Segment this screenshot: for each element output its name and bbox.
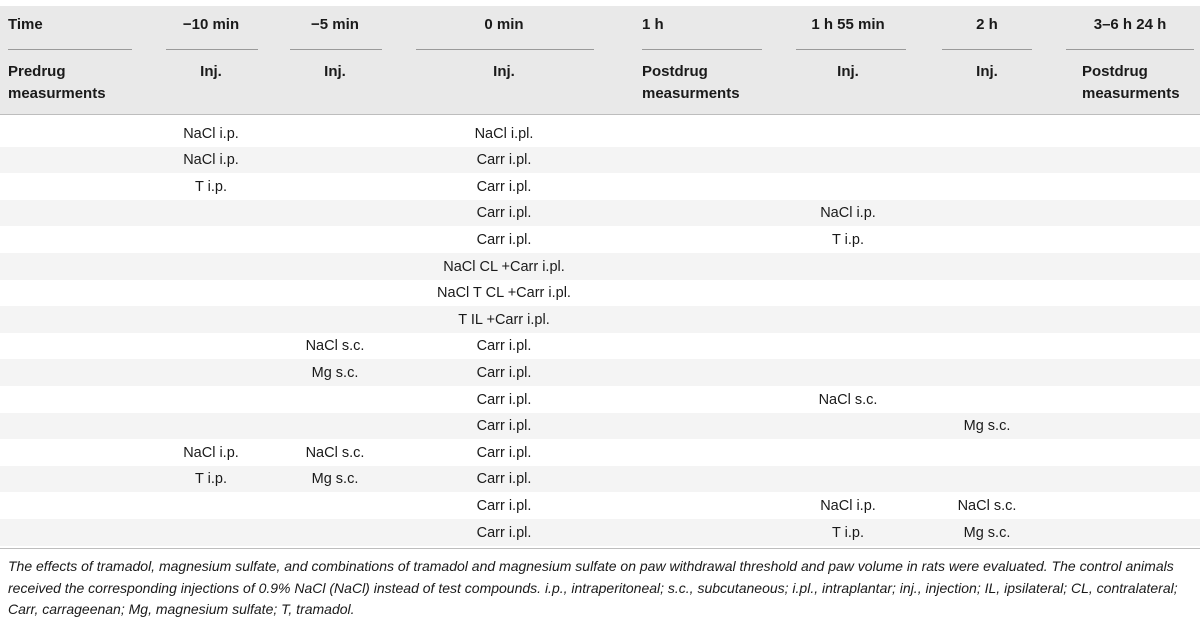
table-row bbox=[0, 173, 1200, 200]
cell-0-min: Carr i.pl. bbox=[476, 444, 532, 461]
cell-0-min: T IL +Carr i.pl. bbox=[458, 311, 550, 328]
subheader-postdrug-1h: Postdrug bbox=[642, 63, 708, 80]
header-rule-3-6-h bbox=[1066, 49, 1194, 50]
table-row bbox=[0, 519, 1200, 546]
table-footnote: The effects of tramadol, magnesium sulfate, and combinations of tramadol and magnesium sulfate on paw withdrawal threshold and paw volume in rats were evaluated. The control animals received the corresponding injections of 0.9% NaCl (NaCl) instead of test compounds. i.p., intraperitoneal; s.c., subcutaneous; i.pl., intraplantar; inj., injection; IL, ipsilateral; CL, contralateral; Carr, carrageenan; Mg, magnesium sulfate; T, tramadol. bbox=[8, 558, 1178, 617]
cell-0-min: Carr i.pl. bbox=[476, 152, 532, 169]
subheader-postdrug-late: Postdrug bbox=[1082, 63, 1148, 80]
subheader-inj-1-h-55: Inj. bbox=[837, 63, 859, 80]
cell-minus-10-min: NaCl i.p. bbox=[183, 444, 239, 461]
cell-1-h-55-min: T i.p. bbox=[832, 231, 864, 248]
table-row bbox=[0, 200, 1200, 227]
header-time: Time bbox=[8, 16, 43, 33]
cell-0-min: Carr i.pl. bbox=[476, 178, 532, 195]
header-1-h: 1 h bbox=[642, 16, 664, 33]
cell-0-min: NaCl T CL +Carr i.pl. bbox=[437, 285, 571, 302]
table-row bbox=[0, 253, 1200, 280]
cell-1-h-55-min: NaCl i.p. bbox=[820, 497, 876, 514]
table-header-band bbox=[0, 6, 1200, 114]
subheader-inj-minus-5: Inj. bbox=[324, 63, 346, 80]
table-row bbox=[0, 120, 1200, 147]
table-row bbox=[0, 147, 1200, 174]
header-minus-10-min: −10 min bbox=[182, 16, 240, 33]
cell-0-min: Carr i.pl. bbox=[476, 391, 532, 408]
table-row bbox=[0, 386, 1200, 413]
table-row bbox=[0, 439, 1200, 466]
header-minus-5-min: −5 min bbox=[311, 16, 359, 33]
subheader-inj-0-min: Inj. bbox=[493, 63, 515, 80]
table-row bbox=[0, 466, 1200, 493]
header-0-min: 0 min bbox=[484, 16, 524, 33]
subheader-inj-minus-10: Inj. bbox=[200, 63, 222, 80]
header-rule-minus-5 bbox=[290, 49, 382, 50]
subheader-predrug-line2: measurments bbox=[8, 85, 106, 102]
header-rule-1-h-55 bbox=[796, 49, 906, 50]
cell-1-h-55-min: NaCl s.c. bbox=[818, 391, 878, 408]
cell-minus-5-min: Mg s.c. bbox=[311, 471, 359, 488]
cell-1-h-55-min: NaCl i.p. bbox=[820, 205, 876, 222]
cell-0-min: NaCl i.pl. bbox=[474, 125, 534, 142]
table-row bbox=[0, 492, 1200, 519]
cell-0-min: Carr i.pl. bbox=[476, 231, 532, 248]
cell-0-min: NaCl CL +Carr i.pl. bbox=[443, 258, 565, 275]
cell-1-h-55-min: T i.p. bbox=[832, 524, 864, 541]
cell-2-h: NaCl s.c. bbox=[957, 497, 1017, 514]
cell-minus-5-min: NaCl s.c. bbox=[305, 338, 365, 355]
header-rule-time bbox=[8, 49, 132, 50]
table-row bbox=[0, 280, 1200, 307]
header-rule-minus-10 bbox=[166, 49, 258, 50]
cell-0-min: Carr i.pl. bbox=[476, 418, 532, 435]
table-row bbox=[0, 333, 1200, 360]
table-row bbox=[0, 226, 1200, 253]
cell-minus-5-min: Mg s.c. bbox=[311, 364, 359, 381]
subheader-predrug: Predrug bbox=[8, 63, 66, 80]
cell-minus-5-min: NaCl s.c. bbox=[305, 444, 365, 461]
cell-minus-10-min: NaCl i.p. bbox=[183, 152, 239, 169]
cell-minus-10-min: NaCl i.p. bbox=[183, 125, 239, 142]
header-separator bbox=[0, 114, 1200, 115]
cell-0-min: Carr i.pl. bbox=[476, 497, 532, 514]
cell-2-h: Mg s.c. bbox=[963, 524, 1011, 541]
header-rule-0-min bbox=[416, 49, 594, 50]
cell-minus-10-min: T i.p. bbox=[195, 178, 227, 195]
header-1-h-55-min: 1 h 55 min bbox=[811, 16, 885, 33]
subheader-inj-2-h: Inj. bbox=[976, 63, 998, 80]
table-row bbox=[0, 306, 1200, 333]
table-row bbox=[0, 413, 1200, 440]
header-rule-2-h bbox=[942, 49, 1032, 50]
cell-2-h: Mg s.c. bbox=[963, 418, 1011, 435]
cell-0-min: Carr i.pl. bbox=[476, 364, 532, 381]
subheader-postdrug-late-line2: measurments bbox=[1082, 85, 1180, 102]
table-row bbox=[0, 359, 1200, 386]
cell-0-min: Carr i.pl. bbox=[476, 338, 532, 355]
header-rule-1-h bbox=[642, 49, 762, 50]
cell-0-min: Carr i.pl. bbox=[476, 524, 532, 541]
header-2-h: 2 h bbox=[976, 16, 998, 33]
cell-0-min: Carr i.pl. bbox=[476, 471, 532, 488]
header-3-6-h-24-h: 3–6 h 24 h bbox=[1093, 16, 1167, 33]
cell-minus-10-min: T i.p. bbox=[195, 471, 227, 488]
table-bottom-rule bbox=[0, 548, 1200, 549]
subheader-postdrug-1h-line2: measurments bbox=[642, 85, 740, 102]
cell-0-min: Carr i.pl. bbox=[476, 205, 532, 222]
